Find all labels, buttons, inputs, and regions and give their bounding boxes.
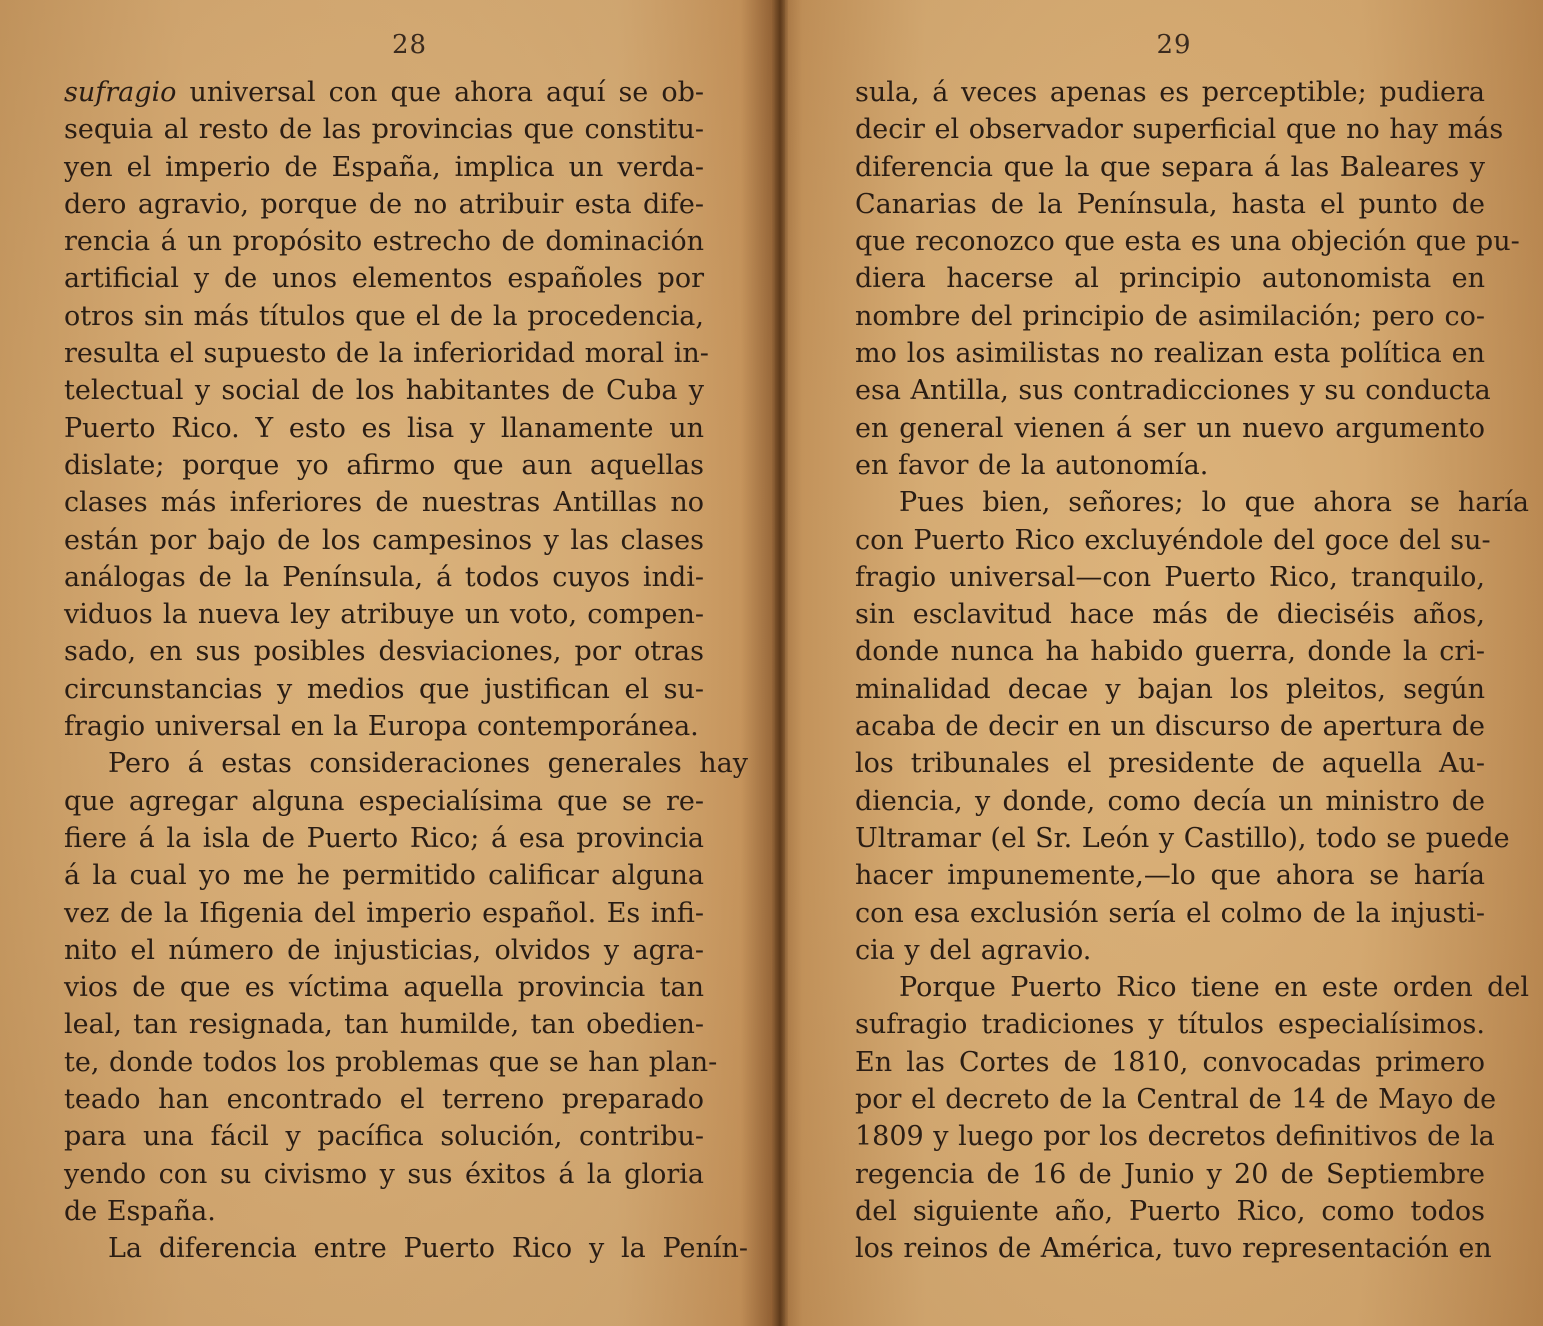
text-line: que agregar alguna especialísima que se re- — [64, 785, 704, 817]
text-line: La diferencia entre Puerto Rico y la Penín- — [108, 1233, 748, 1265]
text-line: cia y del agravio. — [855, 934, 1092, 966]
text-line: sufragio tradiciones y títulos especialísimos. — [855, 1009, 1485, 1041]
page-number: 29 — [1156, 30, 1192, 60]
text-line: Puerto Rico. Y esto es lisa y llanamente un — [64, 412, 704, 444]
text-line: mo los asimilistas no realizan esta política en — [855, 338, 1485, 370]
text-line: yendo con su civismo y sus éxitos á la gloria — [64, 1158, 704, 1190]
text-line: regencia de 16 de Junio y 20 de Septiembre — [855, 1158, 1485, 1190]
text-line: fiere á la isla de Puerto Rico; á esa provincia — [64, 822, 704, 854]
text-line: vios de que es víctima aquella provincia tan — [64, 972, 704, 1004]
text-line: á la cual yo me he permitido calificar alguna — [64, 860, 704, 892]
text-line: circunstancias y medios que justifican el su- — [64, 673, 704, 705]
text-line: clases más inferiores de nuestras Antillas no — [64, 487, 704, 519]
text-line: te, donde todos los problemas que se han plan- — [64, 1046, 718, 1078]
text-line: acaba de decir en un discurso de apertura de — [855, 711, 1486, 743]
text-line: Ultramar (el Sr. León y Castillo), todo se puede — [855, 822, 1510, 854]
text-line: fragio universal en la Europa contemporánea. — [64, 711, 699, 743]
text-line: en general vienen á ser un nuevo argumento — [855, 412, 1485, 444]
text-line: artificial y de unos elementos españoles por — [64, 263, 704, 295]
text-line: en favor de la autonomía. — [855, 449, 1209, 481]
text-line: donde nunca ha habido guerra, donde la cri- — [855, 636, 1485, 668]
text-line: viduos la nueva ley atribuye un voto, compen- — [64, 599, 704, 631]
text-line: del siguiente año, Puerto Rico, como todos — [855, 1195, 1485, 1227]
text-line: por el decreto de la Central de 14 de Mayo de — [855, 1084, 1497, 1116]
text-line: Pues bien, señores; lo que ahora se haría — [899, 487, 1529, 519]
text-line: están por bajo de los campesinos y las clases — [64, 524, 704, 556]
text-line: teado han encontrado el terreno preparado — [64, 1084, 704, 1116]
text-line: sin esclavitud hace más de dieciséis años, — [855, 599, 1485, 631]
text-line: diera hacerse al principio autonomista en — [855, 263, 1485, 295]
text-line: análogas de la Península, á todos cuyos indi- — [64, 561, 704, 593]
text-line: rencia á un propósito estrecho de dominación — [64, 226, 704, 258]
page-text — [855, 74, 1529, 1268]
text-line: decir el observador superficial que no hay más — [855, 114, 1504, 146]
text-line: sequia al resto de las provincias que constitu- — [64, 114, 704, 146]
text-line: hacer impunemente,—lo que ahora se haría — [855, 860, 1485, 892]
text-line: los reinos de América, tuvo representación en — [855, 1233, 1492, 1265]
text-line: En las Cortes de 1810, convocadas primero — [855, 1046, 1485, 1078]
text-line: minalidad decae y bajan los pleitos, según — [855, 673, 1485, 705]
text-line: con Puerto Rico excluyéndole del goce del su- — [855, 524, 1491, 556]
text-line: de España. — [64, 1195, 216, 1227]
text-line: resulta el supuesto de la inferioridad moral in- — [64, 338, 709, 370]
text-line: los tribunales el presidente de aquella Au- — [855, 748, 1485, 780]
text-line: dislate; porque yo afirmo que aun aquellas — [64, 449, 704, 481]
text-line: esa Antilla, sus contradicciones y su conducta — [855, 375, 1491, 407]
text-line: otros sin más títulos que el de la procedencia, — [64, 300, 704, 332]
text-line: que reconozco que esta es una objeción que pu- — [855, 226, 1520, 258]
text-line: sula, á veces apenas es perceptible; pudiera — [855, 77, 1485, 108]
text-line: diencia, y donde, como decía un ministro de — [855, 785, 1485, 817]
right-page — [785, 0, 1543, 1326]
text-line: nombre del principio de asimilación; pero co- — [855, 300, 1485, 332]
text-line: fragio universal—con Puerto Rico, tranquilo, — [855, 561, 1485, 593]
text-line: Pero á estas consideraciones generales hay — [108, 748, 748, 780]
text-line: yen el imperio de España, implica un verda- — [64, 151, 704, 183]
text-line: para una fácil y pacífica solución, contribu- — [64, 1121, 704, 1153]
text-line: con esa exclusión sería el colmo de la injusti- — [855, 897, 1485, 929]
page-text — [64, 74, 748, 1268]
page-number: 28 — [391, 30, 428, 60]
text-line: vez de la Ifigenia del imperio español. Es infi- — [64, 897, 704, 929]
text-line: nito el número de injusticias, olvidos y agra- — [64, 934, 704, 966]
text-line: diferencia que la que separa á las Baleares y — [855, 151, 1485, 183]
italic-word: sufragio — [64, 77, 177, 108]
text-line: sado, en sus posibles desviaciones, por otras — [64, 636, 704, 668]
text-line: telectual y social de los habitantes de Cuba y — [64, 375, 704, 407]
text-line: 1809 y luego por los decretos definitivos de la — [855, 1121, 1495, 1153]
text-line: Porque Puerto Rico tiene en este orden del — [899, 972, 1529, 1004]
text-line: sufragio universal con que ahora aquí se ob- — [64, 77, 704, 108]
text-line: dero agravio, porque de no atribuir esta dife- — [64, 188, 704, 220]
text-line: Canarias de la Península, hasta el punto de — [855, 188, 1485, 220]
text-line: leal, tan resignada, tan humilde, tan obedien- — [64, 1009, 704, 1041]
